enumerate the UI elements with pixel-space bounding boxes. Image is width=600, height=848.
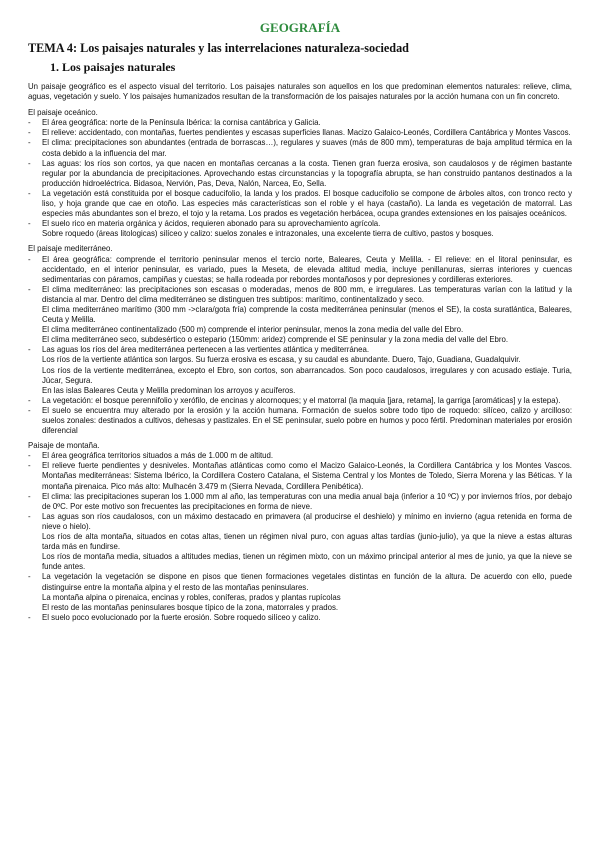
oceanic-list bbox=[28, 118, 572, 239]
topic-heading: TEMA 4: Los paisajes naturales y las interrelaciones naturaleza-sociedad bbox=[28, 41, 409, 55]
list-item: - Las aguas: los ríos son cortos, ya que nacen en montañas cercanas a la costa. Tienen gran fuerza erosiva, son caudalosos y de régimen bastante regular por la abundancia de precipitaciones. Aprovechando estas circunstancias y la topografía abrupta, se han construido pantanos destinados a la producción hidroeléctrica. Bidasoa, Nervión, Pas, Deva, Nalón, Narcea, Eo, Sella. bbox=[28, 159, 572, 189]
intro-paragraph: Un paisaje geográfico es el aspecto visual del territorio. Los paisajes naturales son aquellos en los que predominan elementos naturales: relieve, clima, aguas, vegetación y suelo. Y los paisajes humanizados resultan de la transformación de los paisajes naturales por la acción humana con un fin concreto. bbox=[28, 82, 572, 102]
sub-paragraph: Sobre roquedo (áreas litologicas) silíceo y calizo: suelos zonales e intrazonales, una excelente tierra de cultivo, pastos y bosques. bbox=[42, 229, 494, 239]
sub-paragraph: En las islas Baleares Ceuta y Melilla predominan los arroyos y acuíferos. bbox=[42, 385, 296, 395]
list-item: - El relieve fuerte pendientes y desniveles. Montañas atlánticas como como el Macizo Galaico-Leonés, la Cordillera Cantábrica y los Montes Vascos. Montañas mediterráneas: Sistema Ibérico, la Cordillera Costero Catalana, el Sistema Central y los Montes de Toledo, Sierra Morena y las Béticas. Y la montaña pirenaica. Pico más alto: Mulhacén 3.479 m (Sierra Nevada, Cordillera Penibética). bbox=[28, 461, 572, 491]
list-item: - El área geográfica territorios situados a más de 1.000 m de altitud. bbox=[28, 451, 572, 461]
sub-paragraph: La montaña alpina o pirenaica, encinas y robles, coníferas, prados y plantas rupícolas bbox=[42, 592, 341, 602]
mountain-landscape-section bbox=[28, 441, 572, 623]
mountain-list bbox=[28, 451, 572, 623]
list-item: - La vegetación: el bosque perennifolio y xerófilo, de encinas y alcornoques; y el matorral (la maquia [jara, retama], la garriga [aromáticas] y la estepa). bbox=[28, 396, 572, 406]
list-item: - El área geográfica: norte de la Península Ibérica: la cornisa cantábrica y Galicia. bbox=[28, 118, 572, 128]
list-item: - El clima mediterráneo: las precipitaciones son escasas o moderadas, menos de 800 mm, e irregulares. Las temperaturas varían con la latitud y la distancia al mar. Dentro del clima mediterráneo se distinguen tres subtipos: marítimo, continentalizado y seco. bbox=[28, 285, 572, 305]
sub-paragraph: Los ríos de montaña media, situados a altitudes medias, tienen un régimen mixto, con un máximo principal anterior al mes de junio, ya que la nieve se funde antes. bbox=[42, 552, 572, 572]
list-item: - Las aguas son ríos caudalosos, con un máximo destacado en primavera (al producirse el deshielo) y mínimo en invierno (agua retenida en forma de nieve o hielo). bbox=[28, 512, 572, 532]
sub-paragraph: El clima mediterráneo continentalizado (500 m) comprende el interior peninsular, menos la zona media del valle del Ebro. bbox=[42, 325, 464, 335]
sub-paragraph: El clima mediterráneo marítimo (300 mm ->clara/gota fría) comprende la costa mediterránea peninsular (menos el SE), la costa suratlántica, Baleares, Ceuta y Melilla. bbox=[42, 304, 572, 325]
list-item: - Las aguas los ríos del área mediterránea pertenecen a las vertientes atlántica y mediterránea. bbox=[28, 345, 572, 355]
sub-paragraph: El resto de las montañas peninsulares bosque típico de la zona, matorrales y prados. bbox=[42, 602, 339, 612]
mediterranean-heading: El paisaje mediterráneo. bbox=[28, 244, 113, 254]
mediterranean-landscape-section bbox=[28, 244, 572, 436]
sub-paragraph: Los ríos de alta montaña, situados en cotas altas, tienen un régimen nival puro, con aguas altas tardías (junio-julio), ya que la nieve a estas alturas tarda más en fundirse. bbox=[42, 532, 572, 552]
oceanic-heading: El paisaje oceánico. bbox=[28, 108, 98, 118]
mountain-heading: Paisaje de montaña. bbox=[28, 441, 100, 451]
list-item: - El suelo rico en materia orgánica y ácidos, requieren abonado para su aprovechamiento agrícola. bbox=[28, 219, 572, 229]
list-item: - El suelo se encuentra muy alterado por la erosión y la acción humana. Formación de suelos sobre todo tipo de roquedo: silíceo, calizo y arcilloso: suelos zonales: destinados a cultivos, dehesas y pastizales. En el SE peninsular, suelo pobre en humos y poco fértil. Predominan materiales por erosión diferencial bbox=[28, 406, 572, 436]
document-title: GEOGRAFÍA bbox=[259, 20, 341, 35]
sub-paragraph: El clima mediterráneo seco, subdesértico o estepario (150mm: aridez) comprende el SE peninsular y la zona media del valle del Ebro. bbox=[42, 335, 509, 345]
list-item: - El clima: las precipitaciones superan los 1.000 mm al año, las temperaturas con una media anual baja (inferior a 10 ºC) y por inviernos fríos, por debajo de 0ºC. Por este motivo son frecuentes las precipitaciones en forma de nieve. bbox=[28, 492, 572, 512]
list-item: - La vegetación está constituida por el bosque caducifolio, la landa y los prados. El bosque caducifolio se compone de árboles altos, con tronco recto y liso, y hoja grande que cae en otoño. Las especies más características son el roble y el haya (castaño). La landa es vegetación de matorral. Las especies más abundantes son el brezo, el tojo y la retama. Los prados es vegetación herbácea, ocupa grandes extensiones en los paisajes oceánicos. bbox=[28, 189, 572, 219]
mediterranean-list bbox=[28, 255, 572, 437]
list-item: - El área geográfica: comprende el territorio peninsular menos el tercio norte, Baleares, Ceuta y Melilla. - El relieve: en el litoral peninsular, es accidentado, en el interior peninsular, es variado, pues la Meseta, de elevada altitud media, incluye penillanuras, sierras interiores y cuencas sedimentarias con páramos, campiñas y cuestas; se halla rodeada por rebordes montañosos y por depresiones y cordilleras exteriores. bbox=[28, 255, 572, 285]
list-item: - El relieve: accidentado, con montañas, fuertes pendientes y escasas superficies llanas. Macizo Galaico-Leonés, Cordillera Cantábrica y Montes Vascos. bbox=[28, 128, 572, 138]
sub-paragraph: Los ríos de la vertiente mediterránea, excepto el Ebro, son cortos, son abarrancados. Son poco caudalosos, irregulares y con acusado estiaje. Turia, Júcar, Segura. bbox=[42, 365, 572, 385]
sub-paragraph: Los ríos de la vertiente atlántica son largos. Su fuerza erosiva es escasa, y su caudal es abundante. Duero, Tajo, Guadiana, Guadalquivir. bbox=[42, 355, 521, 365]
list-item: - El suelo poco evolucionado por la fuerte erosión. Sobre roquedo silíceo y calizo. bbox=[28, 613, 572, 623]
list-item: - La vegetación la vegetación se dispone en pisos que tienen formaciones vegetales distintas en función de la altura. De acuerdo con ello, puede distinguirse entre la montaña alpina y el resto de las montañas peninsulares. bbox=[28, 572, 572, 592]
oceanic-landscape-section bbox=[28, 108, 572, 239]
list-item: - El clima: precipitaciones son abundantes (entrada de borrascas…), regulares y suaves (más de 800 mm), temperaturas de baja amplitud térmica en la costa debido a la influencia del mar. bbox=[28, 138, 572, 158]
section-heading: 1. Los paisajes naturales bbox=[50, 60, 176, 74]
